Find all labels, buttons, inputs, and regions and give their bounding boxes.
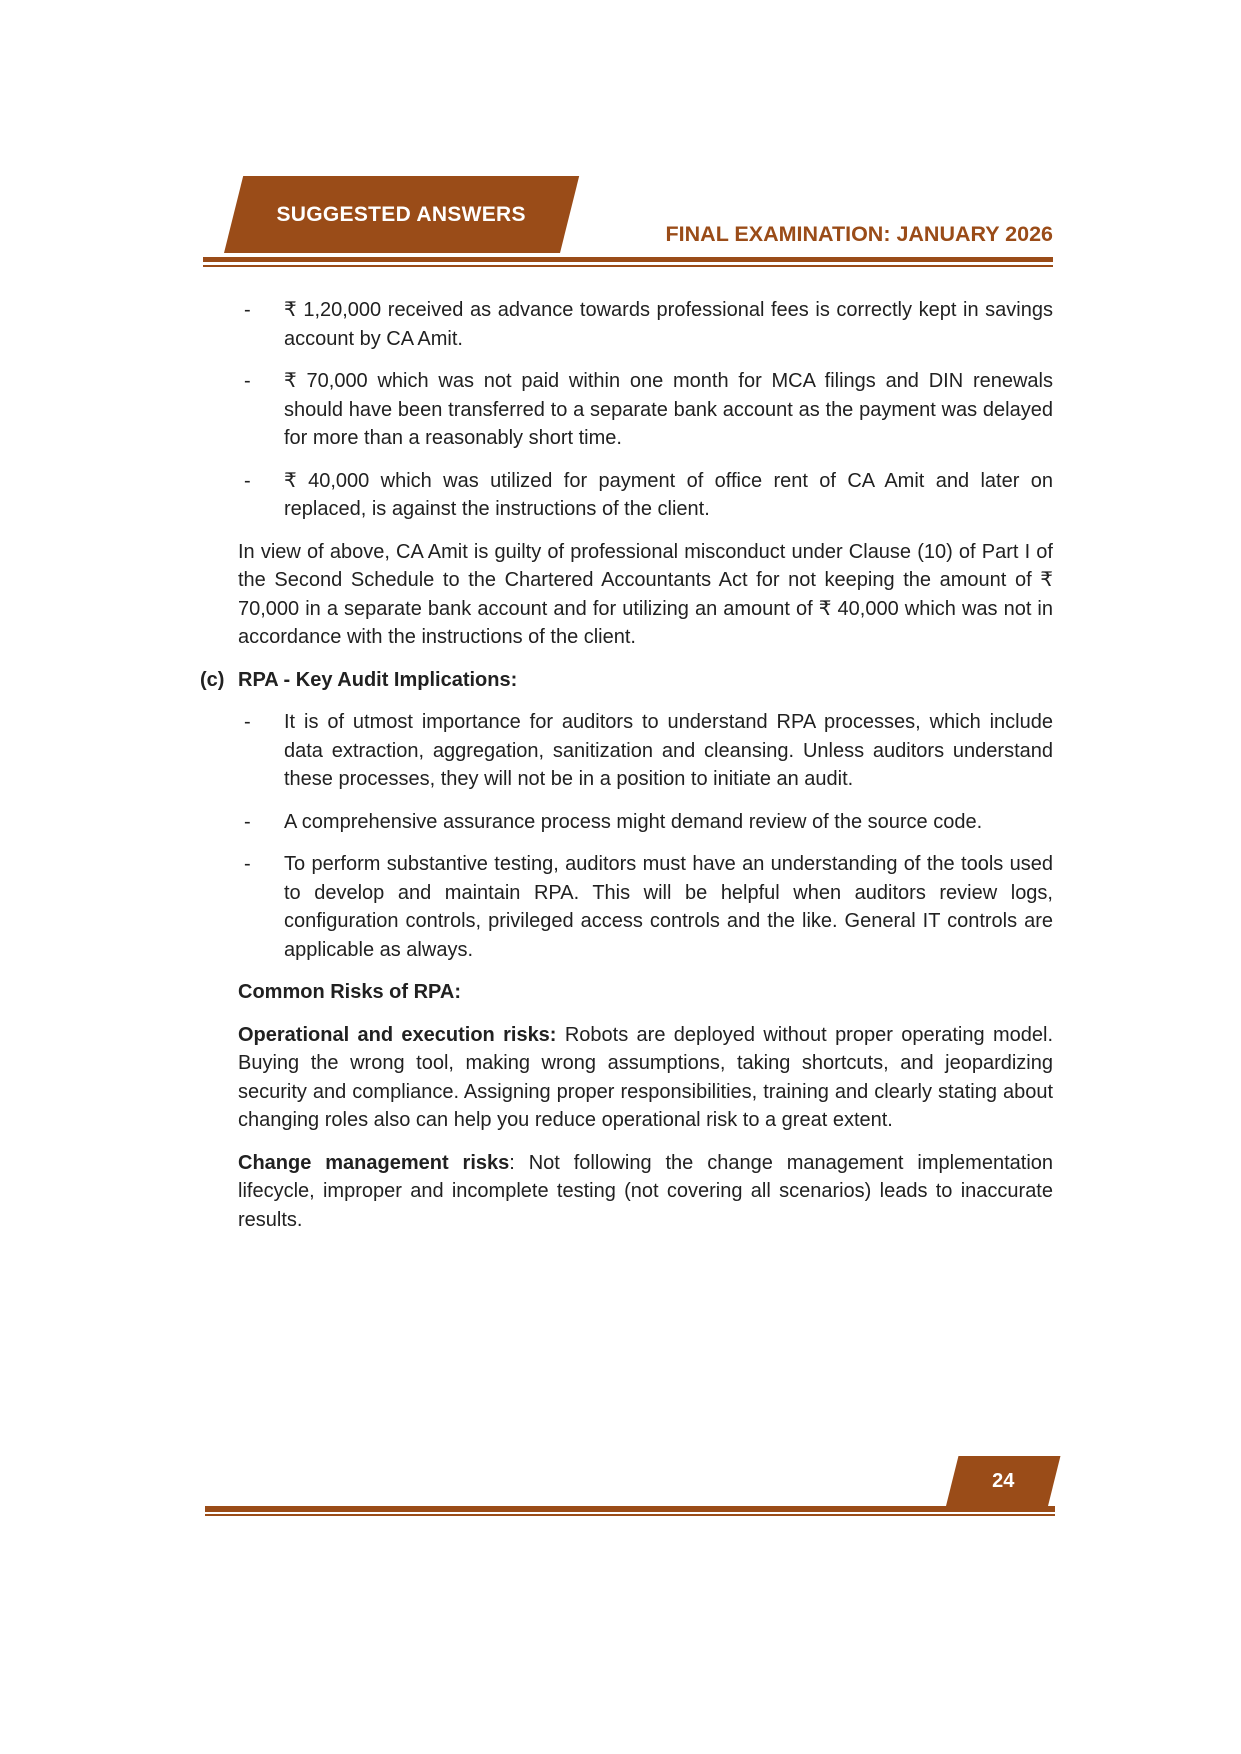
bullet-dash: - — [244, 299, 251, 321]
page-content — [200, 296, 1053, 1248]
bullet-dash: - — [244, 810, 251, 833]
exam-title: FINAL EXAMINATION: JANUARY 2026 — [665, 222, 1053, 246]
bullet-text: ₹ 70,000 which was not paid within one month for MCA filings and DIN renewals should have been transferred to a separate bank account as the payment was delayed for more than a reasonably short time. — [284, 370, 1053, 449]
footer-rule — [205, 1506, 1055, 1516]
page-number: 24 — [992, 1469, 1015, 1492]
bullet-dash: - — [244, 370, 251, 392]
bullet-item — [200, 708, 1053, 794]
bullet-text: ₹ 1,20,000 received as advance towards professional fees is correctly kept in savings account by CA Amit. — [284, 299, 1053, 350]
bullet-item — [200, 850, 1053, 964]
bullet-dash: - — [244, 711, 251, 733]
page-number-badge — [946, 1456, 1060, 1506]
risk-text: : Not following the change management implementation lifecycle, improper and incomplete testing (not covering all scenarios) leads to inaccurate results. — [238, 1151, 1054, 1231]
section-c-heading — [200, 666, 1053, 695]
bullet-text: A comprehensive assurance process might demand review of the source code. — [284, 810, 983, 833]
bullet-text: ₹ 40,000 which was utilized for payment of office rent of CA Amit and later on replaced, is against the instructions of the client. — [284, 469, 1053, 520]
risk-paragraph-operational — [238, 1021, 1053, 1135]
bullet-dash: - — [244, 469, 251, 492]
conclusion-paragraph: In view of above, CA Amit is guilty of professional misconduct under Clause (10) of Part I of the Second Schedule to the Chartered Accountants Act for not keeping the amount of ₹ 70,000 in a separate bank account and for utilizing an amount of ₹ 40,000 which was not in accordance with the instructions of the client. — [238, 540, 1053, 648]
suggested-answers-banner — [224, 176, 579, 253]
header-rule — [203, 257, 1053, 267]
bullet-item — [200, 808, 1053, 837]
common-risks-heading: Common Risks of RPA: — [238, 981, 461, 1003]
bullet-item — [200, 367, 1053, 453]
section-c-marker: (c) — [200, 668, 225, 691]
footer-rule-thin — [205, 1514, 1055, 1516]
risk-paragraph-change-management — [238, 1149, 1053, 1235]
section-c-heading-text: RPA - Key Audit Implications: — [238, 668, 518, 691]
bullet-item — [200, 296, 1053, 353]
bullet-item — [200, 467, 1053, 524]
header-rule-thin — [203, 265, 1053, 267]
risk-lead: Change management risks — [238, 1151, 510, 1174]
bullet-text: It is of utmost importance for auditors to understand RPA processes, which include data extraction, aggregation, sanitization and cleansing. Unless auditors understand these processes, they will not be in a position to initiate an audit. — [284, 711, 1053, 790]
risk-text: Robots are deployed without proper operating model. Buying the wrong tool, making wrong assumptions, taking shortcuts, and jeopardizing security and compliance. Assigning proper responsibilities, training and clearly stating about changing roles also can help you reduce operational risk to a great extent. — [238, 1023, 1054, 1131]
banner-label: SUGGESTED ANSWERS — [276, 202, 527, 226]
risk-lead: Operational and execution risks: — [238, 1023, 557, 1046]
bullet-dash: - — [244, 853, 251, 875]
bullet-text: To perform substantive testing, auditors must have an understanding of the tools used to develop and maintain RPA. This will be helpful when auditors review logs, configuration controls, privileged access controls and the like. General IT controls are applicable as always. — [284, 853, 1053, 961]
